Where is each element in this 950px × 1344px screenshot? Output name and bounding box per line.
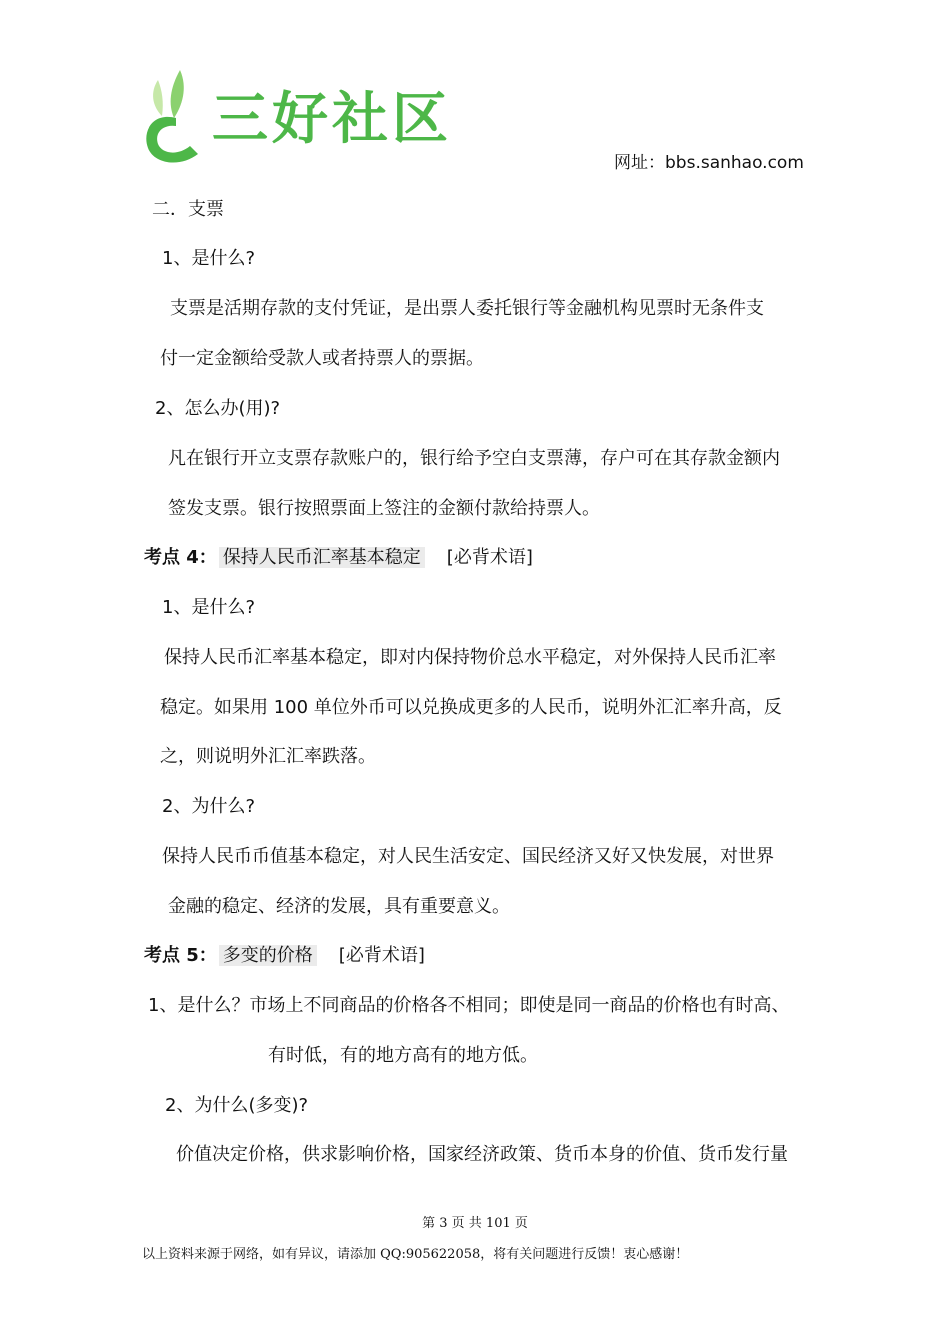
key-point-label: 考点 5： bbox=[144, 945, 217, 966]
paragraph-line: 保持人民币汇率基本稳定，即对内保持物价总水平稳定，对外保持人民币汇率 bbox=[164, 647, 776, 668]
footer-note: 以上资料来源于网络，如有异议，请添加 QQ:905622058，将有关问题进行反馈！衷心感谢！ bbox=[142, 1247, 689, 1262]
paragraph-line: 之，则说明外汇汇率跌落。 bbox=[160, 746, 376, 767]
key-point-tag: [必背术语] bbox=[446, 547, 533, 568]
question: 1、是什么? bbox=[162, 248, 256, 269]
question: 2、为什么(多变)? bbox=[165, 1095, 309, 1116]
paragraph-line: 支票是活期存款的支付凭证，是出票人委托银行等金融机构见票时无条件支 bbox=[170, 298, 764, 319]
paragraph-line: 1、是什么？市场上不同商品的价格各不相同；即使是同一商品的价格也有时高、 bbox=[148, 995, 790, 1016]
paragraph-line: 凡在银行开立支票存款账户的，银行给予空白支票薄，存户可在其存款金额内 bbox=[168, 448, 780, 469]
question: 2、怎么办(用)? bbox=[155, 398, 281, 419]
logo-text: 三好社区 bbox=[212, 87, 452, 152]
paragraph-line: 金融的稳定、经济的发展，具有重要意义。 bbox=[168, 896, 510, 917]
key-point-heading bbox=[144, 546, 533, 570]
paragraph-line: 价值决定价格，供求影响价格，国家经济政策、货币本身的价值、货币发行量 bbox=[176, 1144, 788, 1165]
paragraph-line: 签发支票。银行按照票面上签注的金额付款给持票人。 bbox=[168, 498, 600, 519]
paragraph-line: 有时低，有的地方高有的地方低。 bbox=[268, 1045, 538, 1066]
site-url: 网址：bbs.sanhao.com bbox=[614, 153, 804, 173]
key-point-title: 保持人民币汇率基本稳定 bbox=[219, 547, 425, 568]
key-point-label: 考点 4： bbox=[144, 547, 217, 568]
page-number: 第 3 页 共 101 页 bbox=[422, 1216, 528, 1231]
paragraph-line: 保持人民币币值基本稳定，对人民生活安定、国民经济又好又快发展，对世界 bbox=[162, 846, 774, 867]
paragraph-line: 付一定金额给受款人或者持票人的票据。 bbox=[160, 348, 484, 369]
logo bbox=[140, 66, 450, 170]
section-heading: 二．支票 bbox=[152, 199, 224, 220]
key-point-tag: [必背术语] bbox=[338, 945, 425, 966]
logo-leaf-icon bbox=[140, 66, 212, 170]
key-point-heading bbox=[144, 944, 425, 968]
question: 2、为什么? bbox=[162, 796, 256, 817]
question: 1、是什么? bbox=[162, 597, 256, 618]
key-point-title: 多变的价格 bbox=[219, 945, 317, 966]
paragraph-line: 稳定。如果用 100 单位外币可以兑换成更多的人民币，说明外汇汇率升高，反 bbox=[160, 697, 782, 718]
